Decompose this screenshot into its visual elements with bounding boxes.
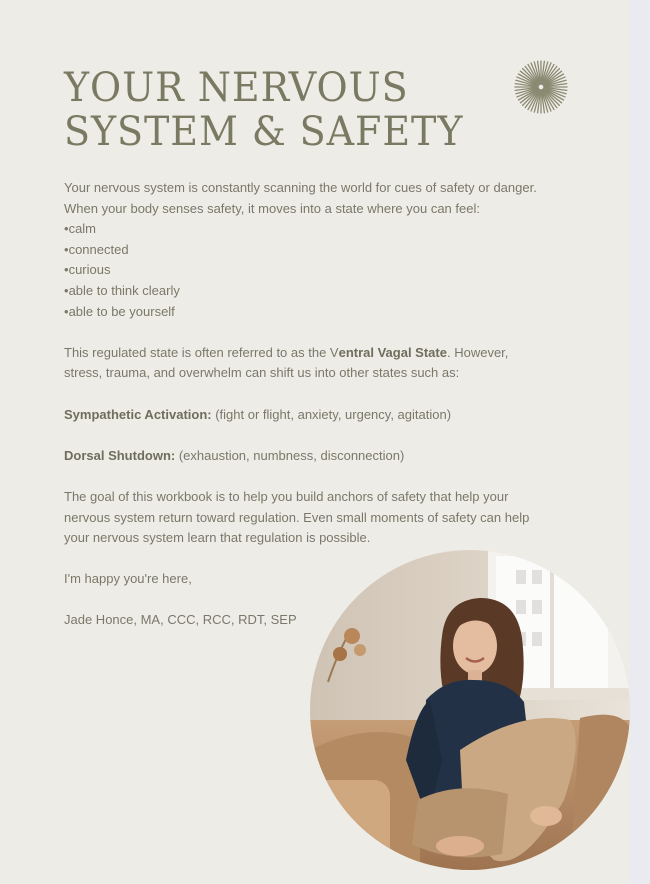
sunburst-icon <box>514 60 568 114</box>
regulated-line-1 <box>64 343 584 364</box>
goal-line-3: your nervous system learn that regulation is possible. <box>64 530 371 546</box>
dorsal-label: Dorsal Shutdown: <box>64 447 176 463</box>
sympathetic-label: Sympathetic Activation: <box>64 406 212 422</box>
list-item: • able to think clearly <box>64 281 584 302</box>
dorsal-line <box>64 446 584 467</box>
regulated-line-2: stress, trauma, and overwhelm can shift us into other states such as: <box>64 365 460 381</box>
list-item: • connected <box>64 240 584 261</box>
title-line-2: SYSTEM & SAFETY <box>64 109 464 155</box>
intro-line-1: Your nervous system is constantly scanning the world for cues of safety or danger. <box>64 180 537 195</box>
ventral-vagal-term: entral Vagal State <box>338 344 447 360</box>
list-item: • calm <box>64 219 584 240</box>
goal-line-2: nervous system return toward regulation. Even small moments of safety can help <box>64 509 530 525</box>
page-title <box>64 66 463 154</box>
list-item: • able to be yourself <box>64 302 584 323</box>
list-item: • curious <box>64 260 584 281</box>
author-photo <box>310 550 630 870</box>
feelings-list <box>64 219 584 322</box>
closing-line: I'm happy you're here, <box>64 571 192 587</box>
goal-line-1: The goal of this workbook is to help you build anchors of safety that help your <box>64 488 509 504</box>
dorsal-text: (exhaustion, numbness, disconnection) <box>175 447 405 463</box>
regulated-suffix: . However, <box>446 344 509 360</box>
sympathetic-text: (fight or flight, anxiety, urgency, agitation) <box>211 406 452 422</box>
sympathetic-line <box>64 405 584 426</box>
intro-line-2: When your body senses safety, it moves into a state where you can feel: <box>64 200 480 216</box>
signature: Jade Honce, MA, CCC, RCC, RDT, SEP <box>64 612 297 628</box>
regulated-prefix: This regulated state is often referred to as the V <box>64 344 339 360</box>
title-line-1: YOUR NERVOUS <box>64 65 409 111</box>
